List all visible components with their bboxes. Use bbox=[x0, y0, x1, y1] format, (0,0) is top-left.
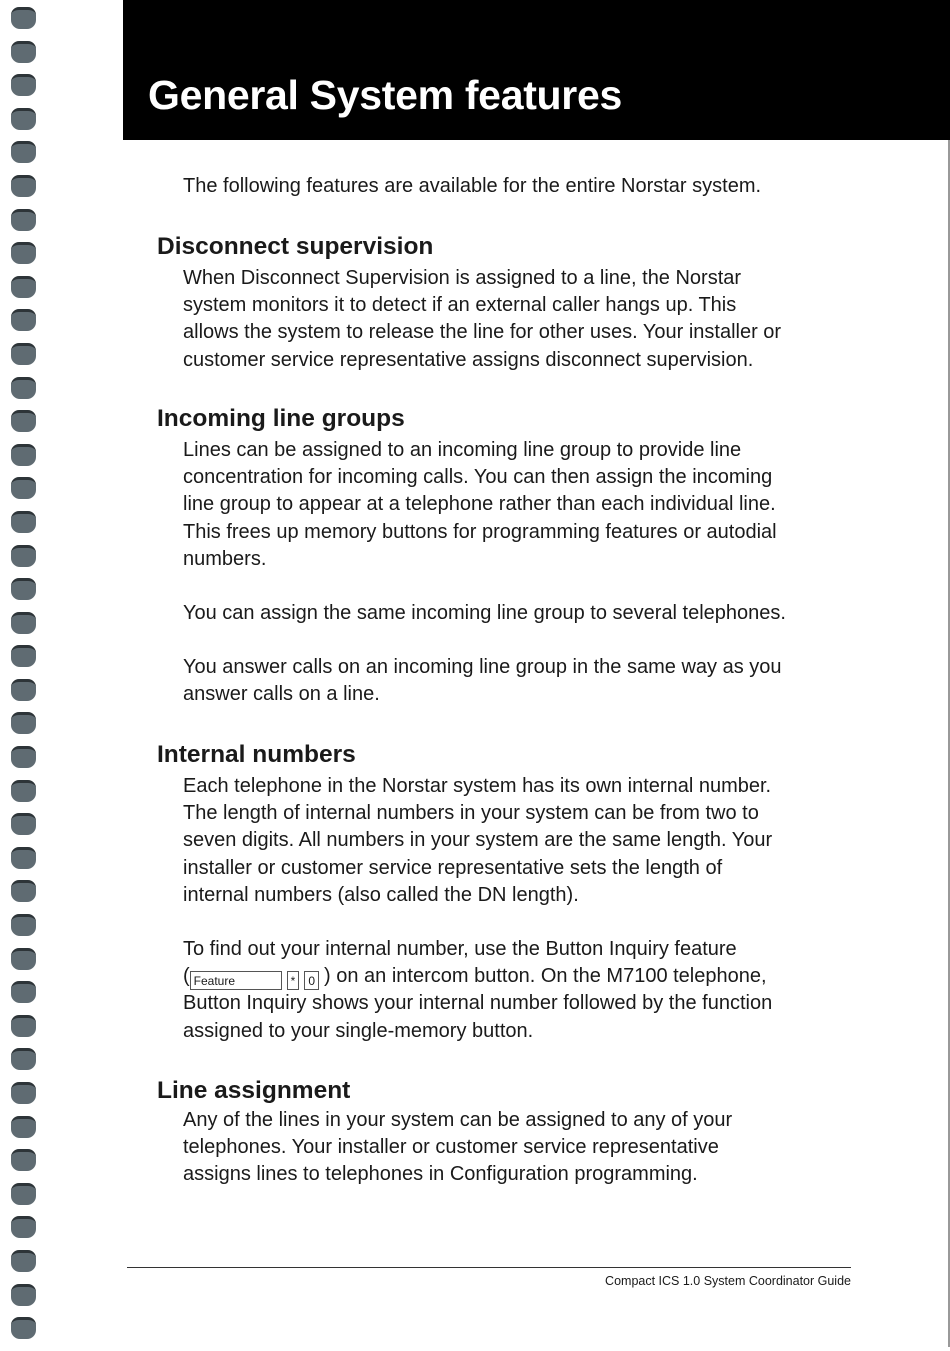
binding-hole bbox=[11, 444, 36, 466]
heading-incoming-line-groups: Incoming line groups bbox=[157, 405, 405, 432]
text-fragment: ) on an intercom button. On the M7100 telephone, bbox=[324, 965, 767, 988]
text-line: You answer calls on an incoming line group in the same way as you bbox=[183, 656, 782, 678]
binding-hole bbox=[11, 1183, 36, 1205]
binding-holes bbox=[11, 7, 37, 1351]
binding-hole bbox=[11, 477, 36, 499]
binding-hole bbox=[11, 1015, 36, 1037]
heading-internal-numbers: Internal numbers bbox=[157, 741, 356, 768]
footer-rule bbox=[127, 1267, 851, 1268]
paragraph bbox=[183, 437, 883, 573]
text-line: The following features are available for the entire Norstar system. bbox=[183, 175, 762, 197]
text-line: assigned to your single-memory button. bbox=[183, 1019, 534, 1042]
text-line: telephones. Your installer or customer service representative bbox=[183, 1136, 719, 1159]
text-line: numbers. bbox=[183, 547, 267, 570]
binding-hole bbox=[11, 981, 36, 1003]
binding-hole bbox=[11, 343, 36, 365]
binding-hole bbox=[11, 141, 36, 163]
text-line: To find out your internal number, use the Button Inquiry feature bbox=[183, 938, 737, 960]
text-line: customer service representative assigns disconnect supervision. bbox=[183, 348, 754, 371]
binding-hole bbox=[11, 645, 36, 667]
binding-hole bbox=[11, 712, 36, 734]
text-line: Button Inquiry shows your internal number followed by the function bbox=[183, 992, 773, 1015]
text-line-with-keys bbox=[183, 963, 883, 990]
binding-hole bbox=[11, 276, 36, 298]
binding-hole bbox=[11, 108, 36, 130]
text-line: assigns lines to telephones in Configuration programming. bbox=[183, 1163, 698, 1186]
binding-hole bbox=[11, 1250, 36, 1272]
binding-hole bbox=[11, 175, 36, 197]
page-title: General System features bbox=[148, 72, 622, 118]
binding-hole bbox=[11, 74, 36, 96]
text-line: Each telephone in the Norstar system has its own internal number. bbox=[183, 775, 772, 797]
heading-line-assignment: Line assignment bbox=[157, 1077, 351, 1104]
binding-hole bbox=[11, 880, 36, 902]
binding-hole bbox=[11, 612, 36, 634]
text-line: When Disconnect Supervision is assigned to a line, the Norstar bbox=[183, 267, 742, 289]
text-line: line group to appear at a telephone rather than each individual line. bbox=[183, 493, 776, 516]
binding-hole bbox=[11, 545, 36, 567]
intro-paragraph bbox=[183, 173, 883, 200]
text-line: internal numbers (also called the DN length). bbox=[183, 883, 579, 906]
text-line: The length of internal numbers in your system can be from two to bbox=[183, 802, 759, 825]
binding-hole bbox=[11, 377, 36, 399]
text-line: allows the system to release the line for other uses. Your installer or bbox=[183, 321, 782, 344]
binding-hole bbox=[11, 309, 36, 331]
footer-text: Compact ICS 1.0 System Coordinator Guide bbox=[605, 1274, 851, 1288]
zero-key: 0 bbox=[304, 971, 319, 990]
paragraph bbox=[183, 600, 883, 627]
binding-hole bbox=[11, 780, 36, 802]
paragraph bbox=[183, 773, 883, 909]
binding-hole bbox=[11, 1284, 36, 1306]
text-line: system monitors it to detect if an external caller hangs up. This bbox=[183, 294, 737, 317]
binding-hole bbox=[11, 511, 36, 533]
binding-hole bbox=[11, 578, 36, 600]
binding-hole bbox=[11, 41, 36, 63]
feature-key: Feature bbox=[190, 971, 282, 990]
title-banner bbox=[123, 0, 950, 140]
open-paren: ( bbox=[183, 965, 190, 988]
binding-hole bbox=[11, 679, 36, 701]
text-line: seven digits. All numbers in your system are the same length. Your bbox=[183, 829, 773, 852]
binding-hole bbox=[11, 410, 36, 432]
heading-disconnect-supervision: Disconnect supervision bbox=[157, 233, 434, 260]
text-line: Lines can be assigned to an incoming line group to provide line bbox=[183, 439, 742, 461]
text-line: Any of the lines in your system can be assigned to any of your bbox=[183, 1109, 733, 1131]
binding-hole bbox=[11, 1116, 36, 1138]
text-line: installer or customer service representative sets the length of bbox=[183, 856, 723, 879]
binding-hole bbox=[11, 1317, 36, 1339]
star-key: * bbox=[287, 971, 300, 990]
paragraph bbox=[183, 654, 883, 708]
text-line: concentration for incoming calls. You can then assign the incoming bbox=[183, 466, 773, 489]
paragraph bbox=[183, 265, 883, 374]
binding-hole bbox=[11, 1149, 36, 1171]
text-line: You can assign the same incoming line group to several telephones. bbox=[183, 602, 786, 624]
binding-hole bbox=[11, 847, 36, 869]
binding-hole bbox=[11, 948, 36, 970]
binding-hole bbox=[11, 7, 36, 29]
paragraph bbox=[183, 936, 883, 1045]
binding-hole bbox=[11, 1082, 36, 1104]
binding-hole bbox=[11, 242, 36, 264]
binding-hole bbox=[11, 813, 36, 835]
text-line: answer calls on a line. bbox=[183, 683, 380, 706]
paragraph bbox=[183, 1107, 883, 1189]
binding-hole bbox=[11, 209, 36, 231]
binding-hole bbox=[11, 746, 36, 768]
binding-hole bbox=[11, 914, 36, 936]
binding-hole bbox=[11, 1216, 36, 1238]
binding-hole bbox=[11, 1048, 36, 1070]
text-line: This frees up memory buttons for programming features or autodial bbox=[183, 520, 777, 543]
